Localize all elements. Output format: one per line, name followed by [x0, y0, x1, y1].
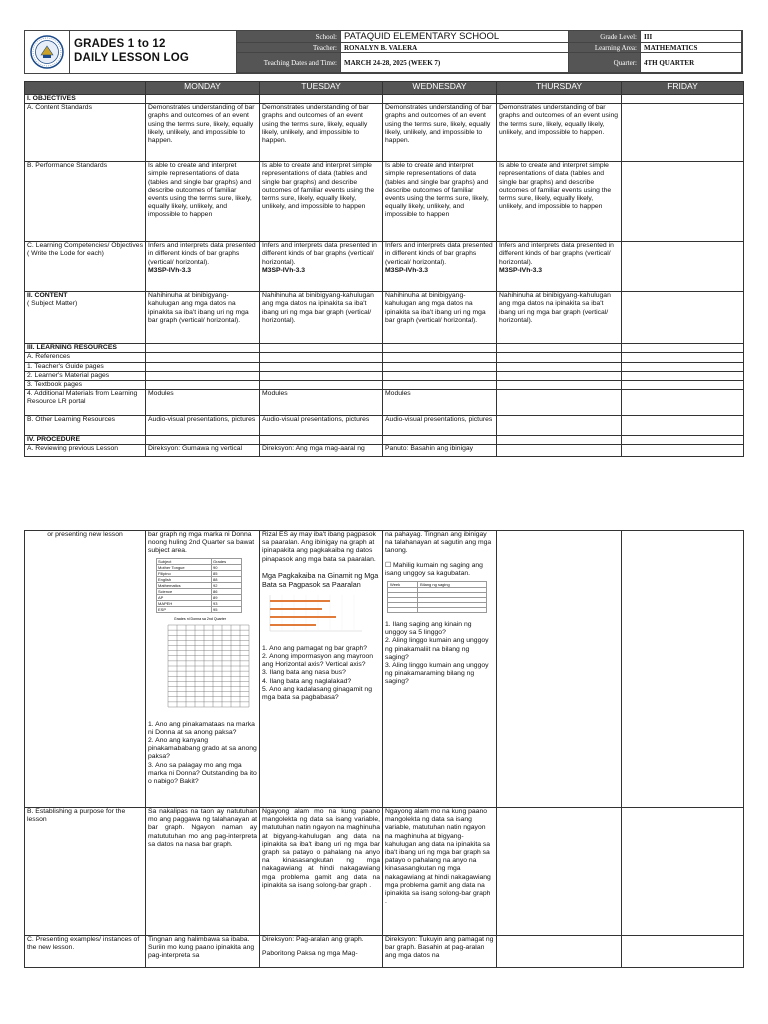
teacher-value: RONALYN B. VALERA	[341, 43, 569, 53]
school-label: School:	[237, 31, 341, 43]
av-mon: Audio-visual presentations, pictures	[146, 416, 260, 436]
grades-cell: Mother Tongue	[157, 564, 212, 570]
grades-cell: AP	[157, 594, 212, 600]
lm-label: 2. Learner's Material pages	[25, 371, 146, 380]
content-row	[25, 292, 744, 344]
title-line-2: DAILY LESSON LOG	[74, 52, 190, 64]
grades-cell: 90	[212, 564, 242, 570]
day-friday: FRIDAY	[622, 82, 744, 95]
content-standard-wed: Demonstrates understanding of bar graphs and outcomes of an event using the terms sure, likely, equally likely, unlikely, and impossible to happen.	[383, 104, 497, 162]
competency-text: Infers and interprets data presented in different kinds of bar graphs (vertical/ horizontal).	[148, 242, 256, 266]
grades-table	[156, 558, 242, 613]
performance-standard-mon: Is able to create and interpret simple representations of data (tables and single bar graphs) and describe outcomes of familiar events using the terms sure, likely, equally likely, unlikely, and impossible to happen	[146, 162, 260, 242]
competency-code: M3SP-IVh-3.3	[148, 266, 192, 274]
day-wednesday: WEDNESDAY	[383, 82, 497, 95]
chart-title: Grades ni Donna sa 2nd Quarter	[173, 616, 227, 621]
competency-text: Infers and interprets data presented in different kinds of bar graphs (vertical/ horizontal).	[499, 242, 614, 266]
banana-table	[387, 581, 487, 613]
grades-cell: 95	[212, 606, 242, 612]
teacher-label: Teacher:	[237, 43, 341, 53]
av-wed: Audio-visual presentations, pictures	[383, 416, 497, 436]
competency-tue	[260, 242, 383, 292]
grades-cell: Mathematics	[157, 582, 212, 588]
grades-cell: English	[157, 576, 212, 582]
grades-cell: 85	[212, 570, 242, 576]
dll-table-lower	[24, 530, 744, 968]
dll-table-upper	[24, 81, 744, 457]
performance-standards-row	[25, 162, 744, 242]
objectives-row	[25, 95, 744, 104]
textbook-label: 3. Textbook pages	[25, 381, 146, 390]
review-wed-questions: 1. Ilang saging ang kinain ng unggoy sa 5 linggo? 2. Aling linggo kumain ang unggoy ng pinakamaliit na bilang ng saging? 3. Aling linggo kumain ang unggoy ng pinakamaraming bilang ng saging?	[385, 621, 489, 686]
reviewing-row	[25, 445, 744, 457]
banana-head-week: Week	[388, 582, 418, 588]
presenting-tue-line1: Direksyon: Pag-aralan ang graph.	[262, 936, 364, 943]
performance-standards-label: B. Performance Standards	[25, 162, 146, 242]
competency-fri	[622, 242, 744, 292]
donna-grades-chart	[148, 615, 252, 721]
review-tue: Direksyon: Ang mga mag-aaral ng	[260, 445, 383, 457]
grade-value: III	[641, 31, 742, 43]
deped-seal	[25, 31, 70, 73]
reviewing-row-cont	[25, 531, 744, 808]
content-standard-mon: Demonstrates understanding of bar graphs and outcomes of an event using the terms sure, likely, equally likely, unlikely, and impossible to happen.	[146, 104, 260, 162]
quarter-label: Quarter:	[569, 53, 641, 73]
transport-bar	[270, 624, 316, 626]
grades-cell: Filipino	[157, 570, 212, 576]
content-standards-label: A. Content Standards	[25, 104, 146, 162]
procedure-label: IV. PROCEDURE	[25, 436, 146, 445]
dates-label: Teaching Dates and Time:	[237, 53, 341, 73]
transport-bar-chart	[262, 591, 366, 637]
additional-label: 4. Additional Materials from Learning Resource LR portal	[25, 390, 146, 416]
purpose-label: B. Establishing a purpose for the lesson	[25, 808, 146, 936]
banana-head-count: Bilang ng saging	[418, 582, 487, 588]
dll-title	[70, 31, 237, 73]
competency-thu	[497, 242, 622, 292]
dates-value: MARCH 24-28, 2025 (WEEK 7)	[341, 53, 569, 73]
competency-text: Infers and interprets data presented in different kinds of bar graphs (vertical/ horizontal).	[262, 242, 377, 266]
purpose-row	[25, 808, 744, 936]
competency-code: M3SP-IVh-3.3	[385, 266, 429, 274]
content-standard-tue: Demonstrates understanding of bar graphs and outcomes of an event using the terms sure, likely, equally likely, unlikely, and impossible to happen.	[260, 104, 383, 162]
content-fri	[622, 292, 744, 344]
procedure-row	[25, 436, 744, 445]
modules-mon: Modules	[146, 390, 260, 416]
grades-cell: 92	[212, 582, 242, 588]
quarter-value: 4TH QUARTER	[641, 53, 742, 73]
review-wed-text2: ☐ Mahilig kumain ng saging ang isang unggoy sa kagubatan.	[385, 561, 483, 577]
tg-label: 1. Teacher's Guide pages	[25, 362, 146, 371]
grades-cell: 89	[212, 594, 242, 600]
competency-wed	[383, 242, 497, 292]
review-wed-text: na pahayag. Tingnan ang ibinigay na talahanayan at sagutin ang mga tanong.	[385, 531, 492, 555]
review-tue-text: Rizal ES ay may iba't ibang pagpasok sa paaralan. Ang ibinigay na graph at ipinapakita ang pagkakaiba ng datos pinapasok ang mga bata sa paaralan.	[262, 531, 376, 563]
textbook-row	[25, 381, 744, 390]
review-tue-chart-title: Mga Pagkakaiba na Ginamit ng Mga Bata sa Pagpasok sa Paaralan	[262, 570, 379, 589]
other-resources-row	[25, 416, 744, 436]
grades-cell: 88	[212, 576, 242, 582]
dll-header	[24, 30, 743, 74]
blank-header-cell	[25, 82, 146, 95]
review-wed: Panuto: Basahin ang ibinigay	[383, 445, 497, 457]
content-standard-thu: Demonstrates understanding of bar graphs and outcomes of an event using the terms sure, likely, equally likely, unlikely, and impossible to happen.	[497, 104, 622, 162]
additional-row	[25, 390, 744, 416]
content-wed: Nahihinuha at binibigyang-kahulugan ang mga datos na ipinakita sa iba't ibang uri ng mga bar graph (vertical/ horizontal).	[383, 292, 497, 344]
competencies-row	[25, 242, 744, 292]
references-label: A. References	[25, 353, 146, 362]
content-standards-row	[25, 104, 744, 162]
day-thursday: THURSDAY	[497, 82, 622, 95]
transport-bar	[270, 600, 330, 602]
tg-row	[25, 362, 744, 371]
modules-wed: Modules	[383, 390, 497, 416]
school-value: PATAQUID ELEMENTARY SCHOOL	[341, 31, 569, 43]
grades-cell: 86	[212, 588, 242, 594]
av-tue: Audio-visual presentations, pictures	[260, 416, 383, 436]
grade-label: Grade Level:	[569, 31, 641, 43]
header-info-grid	[237, 31, 742, 73]
day-monday: MONDAY	[146, 82, 260, 95]
competency-code: M3SP-IVh-3.3	[262, 266, 306, 274]
purpose-mon: Sa nakalipas na taon ay natutuhan mo ang paggawa ng talahanayan at bar graph. Ngayon naman ay matututuhan mo ang pag-interpreta sa datos na nasa bar graph.	[146, 808, 260, 936]
content-mon: Nahihinuha at binibigyang-kahulugan ang mga datos na ipinakita sa iba't ibang uri ng mga bar graph (vertical/ horizontal).	[146, 292, 260, 344]
deped-seal-icon	[29, 34, 65, 70]
subject-matter-label: ( Subject Matter)	[27, 300, 78, 308]
content-standard-fri	[622, 104, 744, 162]
reviewing-label: A. Reviewing previous Lesson	[25, 445, 146, 457]
performance-standard-wed: Is able to create and interpret simple representations of data (tables and single bar graphs) and describe outcomes of familiar events using the terms sure, likely, equally likely, unlikely, and impossible to happen	[383, 162, 497, 242]
performance-standard-tue: Is able to create and interpret simple representations of data (tables and single bar graphs) and describe outcomes of familiar events using the terms sure, likely, equally likely, unlikely, and impossible to happen	[260, 162, 383, 242]
review-mon: Direksyon: Gumawa ng vertical	[146, 445, 260, 457]
review-tue-questions: 1. Ano ang pamagat ng bar graph? 2. Anong impormasyon ang mayroon ang Horizontal axis? Vertical axis? 3. Ilang bata ang nasa bus? 4. Ilang bata ang naglalakad? 5. Ano ang kadalasang ginagamit ng mga bata sa pagbabasa?	[262, 644, 374, 702]
performance-standard-thu: Is able to create and interpret simple representations of data (tables and single bar graphs) and describe outcomes of familiar events using the terms sure, likely, equally likely, unlikely, and impossible to happen	[497, 162, 622, 242]
grades-cell: ESP	[157, 606, 212, 612]
presenting-wed: Direksyon: Tukuyin ang pamagat ng bar graph. Basahin at pag-aralan ang mga datos na	[383, 936, 497, 968]
grades-cell: 93	[212, 600, 242, 606]
grades-head-grade: Grades	[212, 558, 242, 564]
objectives-label: I. OBJECTIVES	[25, 95, 146, 104]
resources-label: III. LEARNING RESOURCES	[25, 344, 146, 353]
references-row	[25, 353, 744, 362]
area-value: MATHEMATICS	[641, 43, 742, 53]
competency-mon	[146, 242, 260, 292]
presenting-tue	[260, 936, 383, 968]
competency-text: Infers and interprets data presented in different kinds of bar graphs (vertical/ horizontal).	[385, 242, 493, 266]
area-label: Learning Area:	[569, 43, 641, 53]
review-mon-cont	[146, 531, 260, 808]
presenting-row	[25, 936, 744, 968]
content-thu: Nahihinuha at binibigyang-kahulugan ang mga datos na ipinakita sa iba't ibang uri ng mga bar graph (vertical/ horizontal).	[497, 292, 622, 344]
transport-bar	[270, 608, 322, 610]
grades-head-subject: Subject	[157, 558, 212, 564]
content-label	[25, 292, 146, 344]
day-tuesday: TUESDAY	[260, 82, 383, 95]
competencies-label: C. Learning Competencies/ Objectives ( Write the Lode for each)	[25, 242, 146, 292]
review-wed-cont	[383, 531, 497, 808]
transport-bar	[270, 616, 336, 618]
other-resources-label: B. Other Learning Resources	[25, 416, 146, 436]
grades-body	[157, 564, 242, 612]
review-mon-text: bar graph ng mga marka ni Donna noong huling 2nd Quarter sa bawat subject area.	[148, 531, 255, 555]
content-tue: Nahihinuha at binibigyang-kahulugan ang mga datos na ipinakita sa iba't ibang uri ng mga bar graph (vertical/ horizontal).	[260, 292, 383, 344]
grades-cell: MAPEH	[157, 600, 212, 606]
resources-row	[25, 344, 744, 353]
presenting-label: C. Presenting examples/ instances of the new lesson.	[25, 936, 146, 968]
presenting-tue-line2: Paboritong Paksa ng mga Mag-	[262, 950, 358, 958]
reviewing-label-cont: or presenting new lesson	[25, 531, 146, 808]
review-mon-questions: 1. Ano ang pinakamataas na marka ni Donna at sa anong paksa? 2. Ano ang kanyang pinakamababang grado at sa anong paksa? 3. Ano sa palagay mo ang mga marka ni Donna? Outstanding ba ito o nabigo? Bakit?	[148, 720, 257, 786]
days-header-row	[25, 82, 744, 95]
grades-row	[157, 606, 242, 612]
grades-cell: Science	[157, 588, 212, 594]
competency-code: M3SP-IVh-3.3	[499, 266, 543, 274]
modules-tue: Modules	[260, 390, 383, 416]
lm-row	[25, 371, 744, 380]
performance-standard-fri	[622, 162, 744, 242]
title-line-1: GRADES 1 to 12	[74, 38, 166, 50]
content-heading: II. CONTENT	[27, 292, 68, 300]
review-tue-cont	[260, 531, 383, 808]
purpose-tue: Ngayong alam mo na kung paano mangolekta ng data sa isang variable, matutuhan natin ngayon na maghinuha at bigyang-kahulugan ang data na ipinakita sa iba't ibang uri ng mga bar graph sa patayo o pahalang na anyo na kinasasangkutan ng mga nakagawiang at hindi nakagawiang mga problema gamit ang data na ipinakita sa isang solong-bar graph .	[260, 808, 383, 936]
purpose-wed: Ngayong alam mo na kung paano mangolekta ng data sa isang variable, matutuhan natin ngayon na maghinuha at bigyang-kahulugan ang data na ipinakita sa iba't ibang uri ng mga bar graph sa patayo o pahalang na anyo na kinasasangkutan ng mga nakagawiang at hindi nakagawiang mga problema gamit ang data na ipinakita sa isang solong-bar graph .	[383, 808, 497, 936]
presenting-mon: Tingnan ang halimbawa sa ibaba. Suriin mo kung paano ipinakita ang pag-interpreta sa	[146, 936, 260, 968]
